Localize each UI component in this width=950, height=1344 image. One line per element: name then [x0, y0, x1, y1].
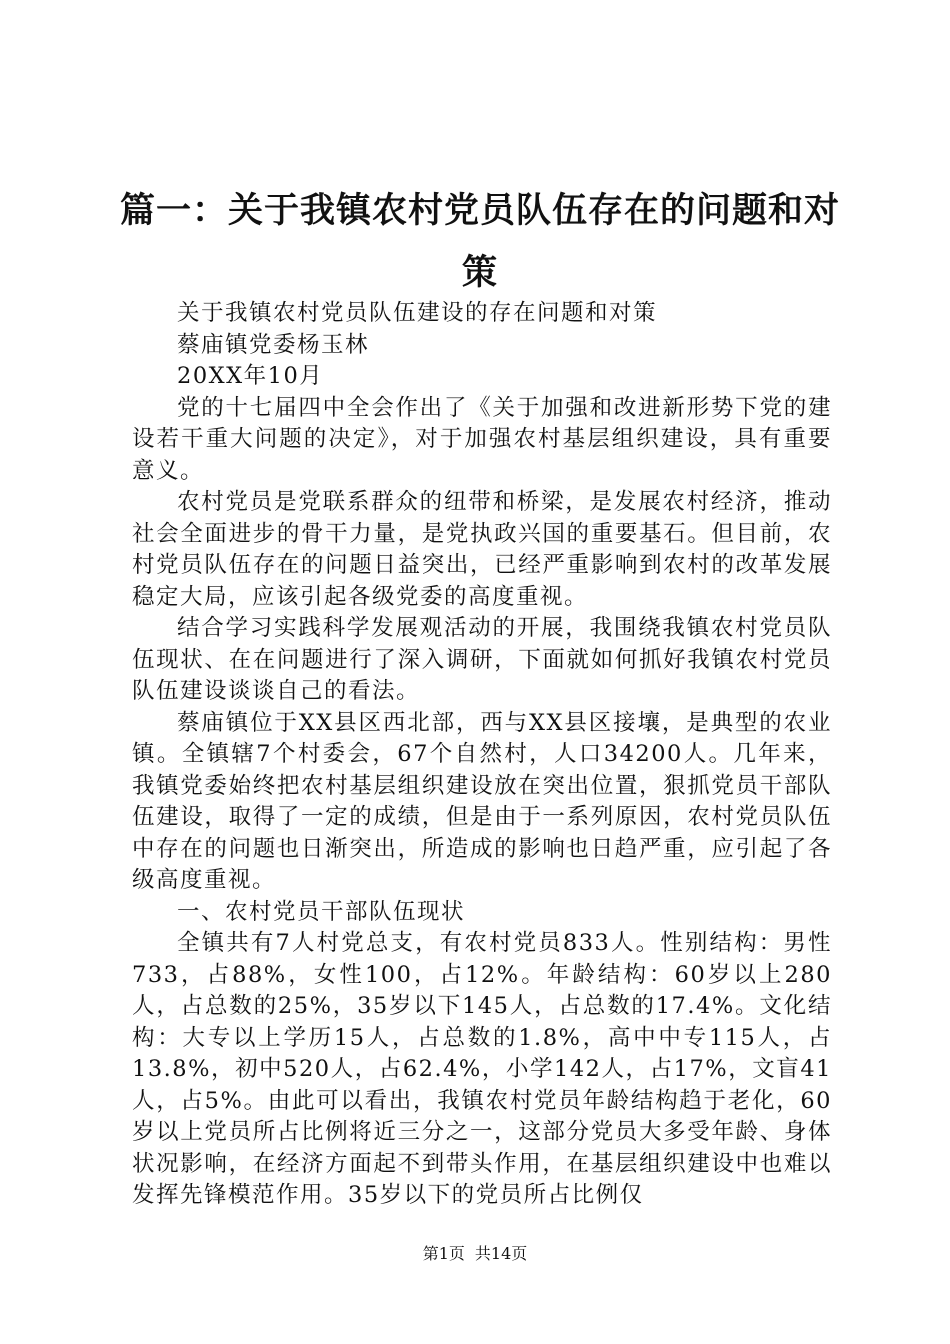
paragraph: 党的十七届四中全会作出了《关于加强和改进新形势下党的建设若干重大问题的决定》，对于加强农村基层组织建设，具有重要意义。 — [132, 394, 832, 484]
page-total: 共14页 — [474, 1244, 528, 1263]
section-heading: 一、农村党员干部队伍现状 — [177, 898, 466, 925]
paragraph: 全镇共有7人村党总支，有农村党员833人。性别结构：男性733，占88%，女性100，占12%。年龄结构：60岁以上280人，占总数的25%，35岁以下145人，占总数的17.4%。文化结构：大专以上学历15人，占总数的1.8%，高中中专115人，占13.8%，初中520人，占62.4%，小学142人，占17%，文盲41人，占5%。由此可以看出，我镇农村党员年龄结构趋于老化，60岁以上党员所占比例将近三分之一，这部分党员大多受年龄、身体状况影响，在经济方面起不到带头作用，在基层组织建设中也难以发挥先锋模范作用。35岁以下的党员所占比例仅 — [132, 930, 832, 1208]
document-title: 篇一：关于我镇农村党员队伍存在的问题和对策 — [119, 191, 840, 293]
document-body — [132, 298, 832, 1212]
date-line: 20XX年10月 — [177, 363, 324, 389]
author-line: 蔡庙镇党委杨玉林 — [177, 331, 370, 358]
paragraph: 结合学习实践科学发展观活动的开展，我围绕我镇农村党员队伍现状、在在问题进行了深入调研，下面就如何抓好我镇农村党员队伍建设谈谈自己的看法。 — [132, 615, 832, 704]
subtitle-line: 关于我镇农村党员队伍建设的存在问题和对策 — [177, 300, 658, 326]
page-number: 第1页 — [422, 1244, 465, 1263]
page-footer — [0, 1244, 950, 1264]
paragraph: 农村党员是党联系群众的纽带和桥梁，是发展农村经济，推动社会全面进步的骨干力量，是党执政兴国的重要基石。但目前，农村党员队伍存在的问题日益突出，已经严重影响到农村的改革发展稳定大局，应该引起各级党委的高度重视。 — [132, 489, 832, 610]
paragraph: 蔡庙镇位于XX县区西北部，西与XX县区接壤，是典型的农业镇。全镇辖7个村委会，67个自然村，人口34200人。几年来，我镇党委始终把农村基层组织建设放在突出位置，狠抓党员干部队伍建设，取得了一定的成绩，但是由于一系列原因，农村党员队伍中存在的问题也日渐突出，所造成的影响也日趋严重，应引起了各级高度重视。 — [132, 709, 832, 893]
